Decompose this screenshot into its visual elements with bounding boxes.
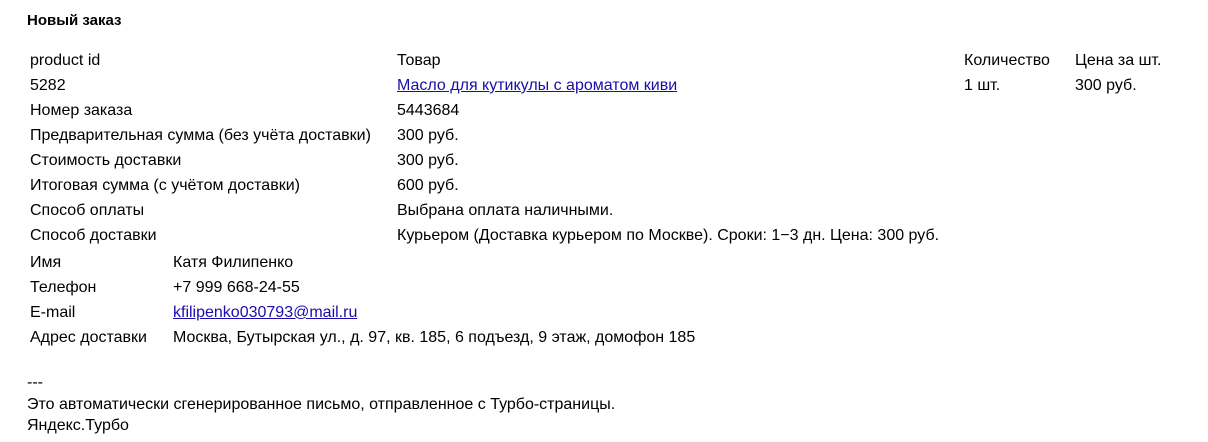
- email-title: Новый заказ: [27, 12, 122, 29]
- order-number-label: Номер заказа: [30, 102, 133, 119]
- product-id-value: 5282: [30, 77, 66, 94]
- email-label: E-mail: [30, 304, 76, 321]
- delivery-cost-label: Стоимость доставки: [30, 152, 182, 169]
- price-per-unit-value: 300 руб.: [1075, 77, 1137, 94]
- payment-method-value: Выбрана оплата наличными.: [397, 202, 614, 219]
- phone-value: +7 999 668-24-55: [173, 279, 300, 296]
- header-product: Товар: [397, 52, 441, 69]
- footer-separator: ---: [27, 374, 43, 391]
- delivery-cost-value: 300 руб.: [397, 152, 459, 169]
- address-value: Москва, Бутырская ул., д. 97, кв. 185, 6 подъезд, 9 этаж, домофон 185: [173, 329, 696, 346]
- delivery-method-value: Курьером (Доставка курьером по Москве). Сроки: 1−3 дн. Цена: 300 руб.: [397, 227, 940, 244]
- subtotal-label: Предварительная сумма (без учёта доставки): [30, 127, 371, 144]
- phone-label: Телефон: [30, 279, 97, 296]
- customer-name-value: Катя Филипенко: [173, 254, 294, 271]
- header-product-id: product id: [30, 52, 101, 69]
- address-label: Адрес доставки: [30, 329, 147, 346]
- footer-note: Это автоматически сгенерированное письмо, отправленное с Турбо-страницы.: [27, 396, 616, 413]
- delivery-method-label: Способ доставки: [30, 227, 157, 244]
- footer-signature: Яндекс.Турбо: [27, 417, 129, 434]
- total-label: Итоговая сумма (с учётом доставки): [30, 177, 300, 194]
- quantity-value: 1 шт.: [964, 77, 1001, 94]
- subtotal-value: 300 руб.: [397, 127, 459, 144]
- header-quantity: Количество: [964, 52, 1050, 69]
- email-link[interactable]: kfilipenko030793@mail.ru: [173, 304, 358, 321]
- customer-name-label: Имя: [30, 254, 62, 271]
- product-link[interactable]: Масло для кутикулы с ароматом киви: [397, 77, 678, 94]
- payment-method-label: Способ оплаты: [30, 202, 145, 219]
- total-value: 600 руб.: [397, 177, 459, 194]
- header-price-per-unit: Цена за шт.: [1075, 52, 1162, 69]
- order-number-value: 5443684: [397, 102, 460, 119]
